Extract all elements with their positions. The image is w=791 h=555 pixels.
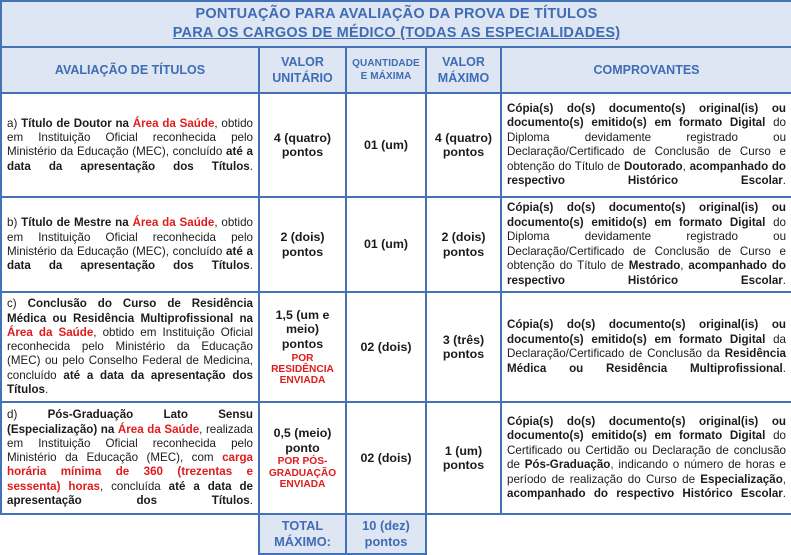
- row-c-max-quantity: 02 (dois): [346, 292, 426, 402]
- column-header-max-value-line1: VALOR: [442, 55, 485, 69]
- row-c-description: [1, 292, 259, 402]
- row-c-max-value-line2: pontos: [442, 347, 485, 362]
- row-d-unit-value-line2: ponto: [285, 440, 320, 455]
- row-d-end: .: [249, 493, 253, 507]
- column-header-unit-value-line1: VALOR: [281, 55, 324, 69]
- row-a-red-highlight: Área da Saúde: [132, 116, 215, 130]
- row-d-description: [1, 402, 259, 514]
- row-b-end: .: [249, 259, 253, 272]
- row-b-red-highlight: Área da Saúde: [132, 216, 215, 230]
- row-a-proof-bold-2: Doutorado: [624, 159, 683, 173]
- row-c-max-value: [426, 292, 501, 402]
- column-header-max-quantity: [346, 47, 426, 93]
- row-d-red-highlight: Área da Saúde: [117, 422, 200, 436]
- row-b-max-value-line2: pontos: [442, 244, 485, 259]
- table-row: [1, 197, 791, 292]
- table-title-cell: [1, 1, 791, 47]
- row-d-mid-3: , concluída: [99, 479, 161, 493]
- row-a-end: .: [249, 159, 253, 173]
- row-b-proofs: [501, 197, 791, 292]
- row-a-unit-value-line2: pontos: [281, 145, 324, 160]
- row-a-max-value: [426, 93, 501, 197]
- row-c-mid: , obtido em Instituição Oficial reconhecida pelo Ministério da Educação (MEC) ou pelo Conselho Federal de Medicina, concluído: [7, 325, 253, 382]
- row-a-description: [1, 93, 259, 197]
- row-a-proof-end: .: [782, 174, 787, 188]
- row-d-mid: , realizada em Instituição Oficial reconhecida pelo Ministério da Educação (MEC), com: [7, 422, 253, 465]
- column-header-max-value: [426, 47, 501, 93]
- title-line-2: PARA OS CARGOS DE MÉDICO (TODAS AS ESPECIALIDADES): [172, 25, 621, 42]
- row-d-red-highlight-2: carga horária mínima de 360 (trezentas e sessenta) horas: [7, 451, 253, 493]
- row-a-unit-value-line1: 4 (quatro): [273, 130, 332, 145]
- row-d-unit-note: POR PÓS-GRADUAÇÃO ENVIADA: [268, 456, 337, 491]
- row-a-proof-mid: do Diploma devidamente registrado ou Declaração/Certificado de Conclusão de Curso e obtenção do Título de: [507, 116, 787, 173]
- row-d-marker: d): [7, 408, 18, 422]
- row-b-unit-value-line2: pontos: [281, 244, 324, 259]
- row-b-proof-end: .: [782, 273, 787, 287]
- row-b-mid: , obtido em Instituição Oficial reconhecida pelo Ministério da Educação (MEC), concluído: [7, 216, 253, 258]
- row-b-description: [1, 197, 259, 292]
- row-c-unit-value-line2: pontos: [281, 336, 324, 351]
- row-d-bold-1: Pós-Graduação Lato Sensu (Especialização) na: [7, 408, 253, 436]
- row-b-proof-bold-2: Mestrado: [628, 259, 681, 273]
- total-value-line2: pontos: [364, 534, 408, 550]
- row-d-proof-bold-2: Pós-Graduação: [524, 458, 611, 472]
- row-a-bold-1: Título de Doutor na: [21, 116, 129, 130]
- row-b-proof-mid-2: ,: [680, 259, 684, 273]
- row-d-proof-bold-3b: Especialização: [700, 472, 783, 486]
- row-a-max-value-line1: 4 (quatro): [434, 130, 493, 145]
- total-label-line2: MÁXIMO:: [274, 534, 331, 550]
- total-label-cell: [259, 514, 346, 554]
- row-b-unit-value: [259, 197, 346, 292]
- row-c-red-highlight: Área da Saúde: [7, 325, 94, 339]
- row-c-unit-note: POR RESIDÊNCIA ENVIADA: [271, 352, 334, 387]
- row-a-max-value-line2: pontos: [442, 145, 485, 160]
- row-d-proofs: [501, 402, 791, 514]
- row-d-unit-value: [259, 402, 346, 514]
- title-line-1: PONTUAÇÃO PARA AVALIAÇÃO DA PROVA DE TÍTULOS: [195, 6, 598, 22]
- row-c-proof-mid: da Declaração/Certificado de Conclusão da: [507, 332, 787, 361]
- row-d-proof-bold-3: acompanhado do respectivo Histórico Escolar: [507, 487, 783, 501]
- row-b-proof-bold-1: Cópia(s) do(s) documento(s) original(is) ou documento(s) emitido(s) em formato Digital: [507, 201, 787, 229]
- row-c-marker: c): [7, 297, 17, 311]
- total-row-spacer-right-1: [426, 514, 501, 554]
- row-a-max-quantity: 01 (um): [346, 93, 426, 197]
- row-c-proof-end: .: [782, 361, 787, 375]
- row-d-proof-mid-2: , indicando o número de horas e período de realização do Curso de: [507, 458, 786, 486]
- row-c-max-value-line1: 3 (três): [442, 332, 485, 347]
- row-c-bold-2: até a data da apresentação dos Títulos: [7, 368, 253, 396]
- row-a-marker: a): [7, 116, 18, 130]
- row-a-mid: , obtido em Instituição Oficial reconhecida pelo Ministério da Educação (MEC), concluído: [7, 116, 253, 159]
- row-b-marker: b): [7, 216, 18, 230]
- total-value-line1: 10 (dez): [362, 518, 410, 534]
- row-c-end: .: [45, 382, 49, 396]
- table-title-row: [1, 1, 791, 47]
- row-a-bold-2: até a data da apresentação dos Títulos: [7, 145, 253, 173]
- row-b-bold-2: até a data da apresentação dos Títulos: [7, 244, 253, 272]
- column-header-max-quantity-line1: QUANTIDADE: [352, 58, 420, 70]
- column-header-row: [1, 47, 791, 93]
- row-c-proof-bold-1: Cópia(s) do(s) documento(s) original(is) ou documento(s) emitido(s) em formato Digital: [507, 318, 787, 346]
- row-b-max-quantity: 01 (um): [346, 197, 426, 292]
- row-a-unit-value: [259, 93, 346, 197]
- row-a-proof-bold-3: acompanhado do respectivo Histórico Escolar: [507, 159, 787, 188]
- column-header-unit-value: [259, 47, 346, 93]
- row-a-proof-mid-2: ,: [682, 159, 686, 173]
- row-d-max-quantity: 02 (dois): [346, 402, 426, 514]
- row-c-proofs: [501, 292, 791, 402]
- total-value-cell: [346, 514, 426, 554]
- row-b-unit-value-line1: 2 (dois): [280, 230, 325, 245]
- column-header-unit-value-line2: UNITÁRIO: [272, 71, 333, 86]
- row-d-proof-mid-4: ,: [782, 472, 787, 486]
- row-d-unit-value-line1: 0,5 (meio): [273, 425, 332, 440]
- row-d-max-value-line1: 1 (um): [444, 443, 483, 458]
- row-d-max-value: [426, 402, 501, 514]
- row-c-unit-value-line1: 1,5 (um e meio): [275, 307, 330, 337]
- row-a-proof-bold-1: Cópia(s) do(s) documento(s) original(is) ou documento(s) emitido(s) em formato Digital: [507, 101, 787, 130]
- row-c-proof-bold-2: Residência Médica ou Residência Multiprofissional: [507, 347, 786, 375]
- total-row: [1, 514, 791, 554]
- row-b-proof-bold-3: acompanhado do respectivo Histórico Escolar: [507, 259, 786, 287]
- row-c-unit-value: [259, 292, 346, 402]
- table-row: [1, 93, 791, 197]
- column-header-max-quantity-line2: E MÁXIMA: [360, 71, 412, 83]
- row-d-proof-end: .: [782, 487, 787, 501]
- column-header-max-value-line2: MÁXIMO: [437, 71, 490, 86]
- total-row-spacer-left: [1, 514, 259, 554]
- column-header-evaluation: AVALIAÇÃO DE TÍTULOS: [1, 47, 259, 93]
- row-d-proof-bold-1: Cópia(s) do(s) documento(s) original(is) ou documento(s) emitido(s) em formato Digital: [507, 414, 787, 443]
- row-d-bold-2: até a data de apresentação dos Títulos: [7, 479, 253, 507]
- row-c-bold-1: Conclusão do Curso de Residência Médica ou Residência Multiprofissional na: [7, 297, 253, 325]
- row-b-bold-1: Título de Mestre na: [21, 216, 129, 230]
- row-b-max-value: [426, 197, 501, 292]
- total-label-line1: TOTAL: [281, 518, 324, 534]
- table-row: [1, 292, 791, 402]
- row-b-max-value-line1: 2 (dois): [441, 230, 486, 245]
- row-d-max-value-line2: pontos: [442, 458, 485, 473]
- row-d-proof-mid: do Certificado ou Certidão ou Declaração de conclusão de: [507, 429, 787, 472]
- row-b-proof-mid: do Diploma devidamente registrado ou Declaração/Certificado de Conclusão de Curso e obtenção do Título de: [507, 215, 787, 273]
- table-row: [1, 402, 791, 514]
- column-header-proofs: COMPROVANTES: [501, 47, 791, 93]
- total-row-spacer-right-2: [501, 514, 791, 554]
- row-a-proofs: [501, 93, 791, 197]
